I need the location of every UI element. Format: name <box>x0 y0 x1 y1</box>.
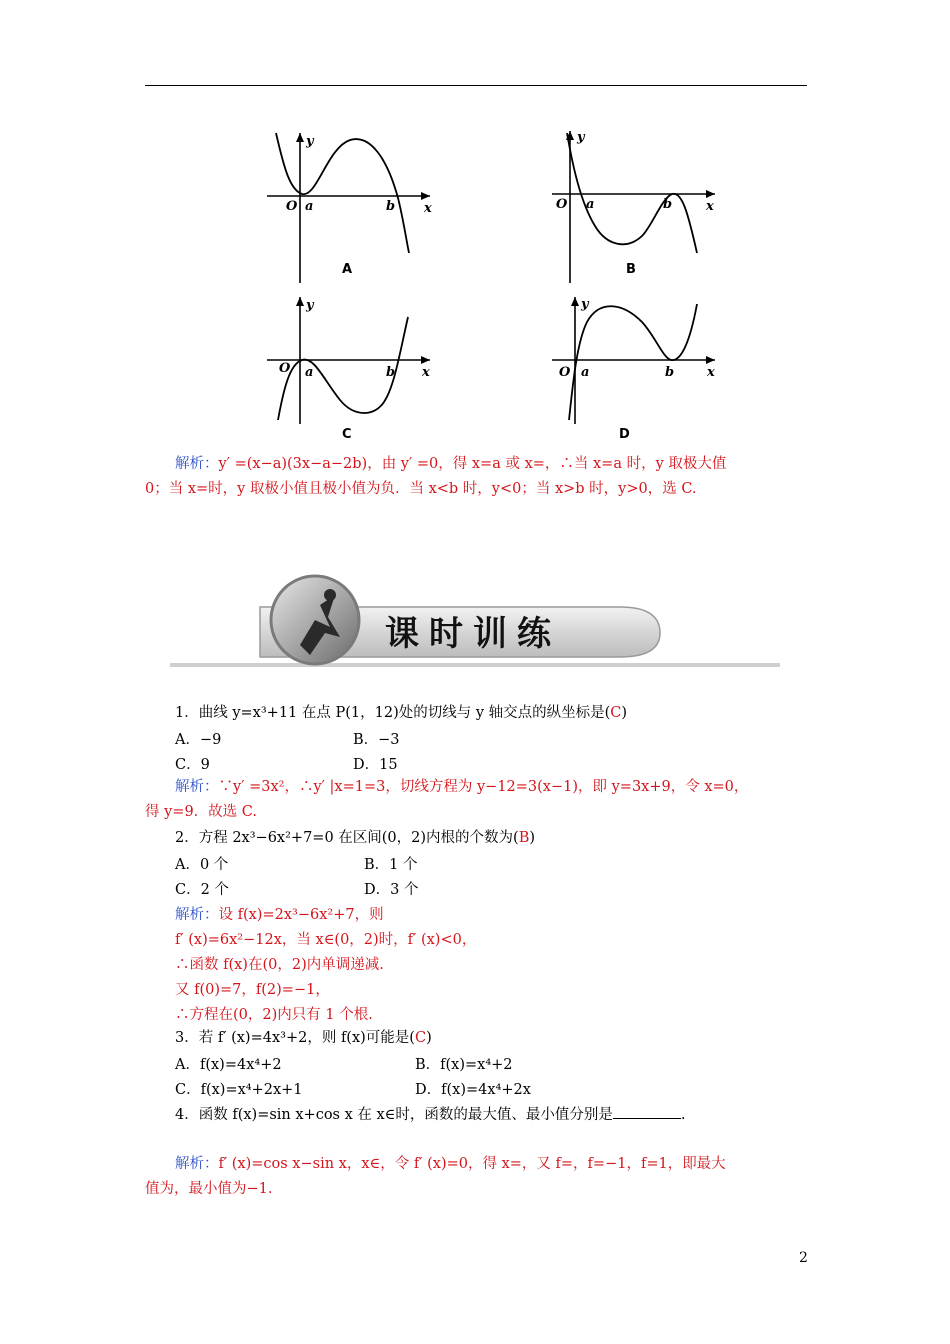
q2-analysis-line: f′ (x)=6x²−12x，当 x∈(0，2)时，f′ (x)<0， <box>175 932 477 948</box>
analysis-text: y′ =(x−a)(3x−a−2b)，由 y′ =0，得 x=a 或 x=，∴当 x=a 时，y 取极大值 <box>218 456 727 472</box>
graph-a-label: A <box>342 262 353 277</box>
q1-answer: C <box>610 705 622 721</box>
point-b-label: b <box>386 199 396 214</box>
q2-stem: 2．方程 2x³−6x²+7=0 在区间(0，2)内根的个数为(B) <box>175 830 536 846</box>
x-axis-label: x <box>707 365 715 380</box>
analysis-label: 解析： <box>175 456 219 472</box>
graph-b-label: B <box>626 262 636 277</box>
x-axis-label: x <box>422 365 430 380</box>
answer-blank <box>613 1104 681 1119</box>
q3-stem: 3．若 f′ (x)=4x³+2，则 f(x)可能是(C) <box>175 1030 432 1046</box>
y-axis-label: y <box>306 298 314 313</box>
point-b-label: b <box>386 365 396 380</box>
q3-option-b: B．f(x)=x⁴+2 <box>415 1057 513 1073</box>
q1-stem: 1．曲线 y=x³+11 在点 P(1，12)处的切线与 y 轴交点的纵坐标是(C) <box>175 705 628 721</box>
q3-option-c: C．f(x)=x⁴+2x+1 <box>175 1082 303 1098</box>
point-b-label: b <box>663 197 673 212</box>
analysis-graph <box>145 452 815 502</box>
y-axis-label: y <box>306 134 314 149</box>
y-axis-label: y <box>577 130 585 145</box>
q2-analysis-line: 解析：设 f(x)=2x³−6x²+7，则 <box>175 907 384 923</box>
point-b-label: b <box>665 365 675 380</box>
graph-d-label: D <box>619 427 630 442</box>
origin-label: O <box>559 365 571 380</box>
q2-analysis-line: 又 f(0)=7，f(2)=−1， <box>175 982 330 998</box>
origin-label: O <box>279 361 291 376</box>
q3-option-a: A．f(x)=4x⁴+2 <box>175 1057 282 1073</box>
q1-option-b: B．−3 <box>353 732 400 748</box>
graph-c-label: C <box>342 427 352 442</box>
q1-option-a: A．−9 <box>175 732 222 748</box>
q2-analysis-line: ∴方程在(0，2)内只有 1 个根. <box>175 1007 373 1023</box>
graph-c <box>262 292 434 427</box>
point-a-label: a <box>586 197 595 212</box>
banner-title: 课时训练 <box>385 614 561 654</box>
x-axis-label: x <box>424 201 432 216</box>
graph-d <box>547 292 719 427</box>
page-number: 2 <box>799 1250 808 1266</box>
top-rule <box>145 85 807 86</box>
y-axis-label: y <box>581 297 589 312</box>
q2-analysis-line: ∴函数 f(x)在(0，2)内单调递减. <box>175 957 384 973</box>
q2-option-c: C．2 个 <box>175 882 229 898</box>
q1-analysis: 解析：∵y′ =3x²，∴y′ |x=1=3，切线方程为 y−12=3(x−1)，即 y=3x+9，令 x=0， 得 y=9．故选 C. <box>145 779 749 820</box>
q4-stem: 4．函数 f(x)=sin x+cos x 在 x∈时，函数的最大值、最小值分别是 . <box>175 1104 686 1125</box>
point-a-label: a <box>305 365 314 380</box>
q2-option-d: D．3 个 <box>364 882 419 898</box>
q4-analysis: 解析：f′ (x)=cos x−sin x，x∈，令 f′ (x)=0，得 x=，又 f=，f=−1，f=1，即最大 值为，最小值为−1. <box>145 1156 726 1197</box>
x-axis-label: x <box>706 199 714 214</box>
point-a-label: a <box>581 365 590 380</box>
origin-label: O <box>556 197 568 212</box>
q2-option-b: B．1 个 <box>364 857 418 873</box>
q3-answer: C <box>414 1030 427 1046</box>
point-a-label: a <box>305 199 314 214</box>
q3-option-d: D．f(x)=4x⁴+2x <box>415 1082 531 1098</box>
q2-answer: B <box>518 830 530 846</box>
q2-option-a: A．0 个 <box>175 857 229 873</box>
analysis-text: 0；当 x=时，y 取极小值且极小值为负．当 x<b 时，y<0；当 x>b 时，y>0，选 C. <box>145 481 697 497</box>
origin-label: O <box>286 199 298 214</box>
q1-option-d: D．15 <box>353 757 398 773</box>
q1-option-c: C．9 <box>175 757 210 773</box>
